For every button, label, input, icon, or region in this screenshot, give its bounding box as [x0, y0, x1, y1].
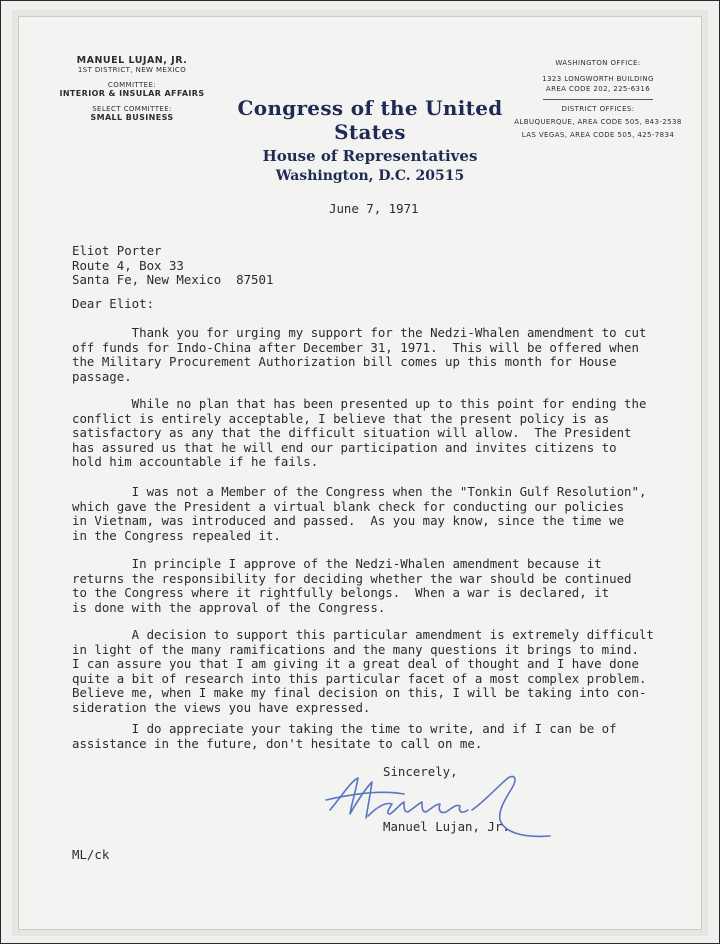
letterhead-title-block	[220, 96, 520, 186]
district-office-las-vegas: LAS VEGAS, AREA CODE 505, 425-7834	[521, 131, 675, 139]
select-committee-label: SELECT COMMITTEE:	[92, 105, 172, 113]
body-paragraph: Thank you for urging my support for the Nedzi-Whalen amendment to cut off funds for Indo-China after December 31, 1971. This will be offered when the Military Procurement Authorization bill comes up this month for House passage.	[72, 325, 647, 384]
committee-name: INTERIOR & INSULAR AFFAIRS	[59, 89, 205, 98]
signer-name: Manuel Lujan, Jr.	[383, 819, 510, 834]
city-line: Washington, D.C. 20515	[275, 168, 465, 184]
recipient-street: Route 4, Box 33	[72, 257, 184, 273]
recipient-name: Eliot Porter	[72, 243, 162, 258]
complimentary-close: Sincerely,	[383, 764, 458, 779]
reference-initials: ML/ck	[72, 847, 110, 862]
select-committee-name: SMALL BUSINESS	[90, 113, 174, 122]
office-divider	[543, 99, 653, 100]
house-title: House of Representatives	[262, 147, 478, 165]
letter-date: June 7, 1971	[329, 201, 419, 216]
member-name: MANUEL LUJAN, JR.	[76, 55, 188, 66]
washington-office-address: 1323 LONGWORTH BUILDING	[542, 75, 654, 83]
congress-title: Congress of the United States	[237, 96, 503, 144]
body-paragraph: In principle I approve of the Nedzi-Whalen amendment because it returns the responsibility for deciding whether the war should be continued to the Congress where it rightfully belongs. When a war is declared, it is done with the approval of the Congress.	[72, 556, 632, 615]
body-paragraph: I was not a Member of the Congress when the "Tonkin Gulf Resolution", which gave the President a virtual blank check for conducting our policies in Vietnam, was introduced and passed. As you may know, since the time we in the Congress repealed it.	[72, 484, 647, 543]
letterhead-left-block	[52, 55, 212, 122]
recipient-city: Santa Fe, New Mexico 87501	[72, 272, 274, 287]
salutation: Dear Eliot:	[72, 296, 155, 311]
committee-label: COMMITTEE:	[107, 81, 157, 89]
district-offices-label: DISTRICT OFFICES:	[561, 105, 635, 113]
washington-office-phone: AREA CODE 202, 225-6316	[545, 85, 651, 93]
washington-office-label: WASHINGTON OFFICE:	[555, 59, 641, 67]
body-paragraph: While no plan that has been presented up to this point for ending the conflict is entirely acceptable, I believe that the present policy is as satisfactory as any that the difficult situation will allow. The President has assured us that he will end our participation and invites citizens to hold him accountable if he fails.	[72, 396, 647, 469]
recipient-address	[72, 244, 273, 288]
member-district: 1ST DISTRICT, NEW MEXICO	[77, 66, 187, 74]
body-paragraph: A decision to support this particular amendment is extremely difficult in light of the many ramifications and the many questions it brings to mind. I can assure you that I am giving it a great deal of thought and I have done quite a bit of research into this particular facet of a most complex problem. Believe me, when I make my final decision on this, I will be taking into con- sideration the views you have expressed.	[72, 627, 654, 715]
district-office-albuquerque: ALBUQUERQUE, AREA CODE 505, 843-2538	[514, 118, 682, 126]
body-paragraph: I do appreciate your taking the time to write, and if I can be of assistance in the future, don't hesitate to call on me.	[72, 721, 617, 751]
letterhead-right-block	[508, 58, 688, 140]
